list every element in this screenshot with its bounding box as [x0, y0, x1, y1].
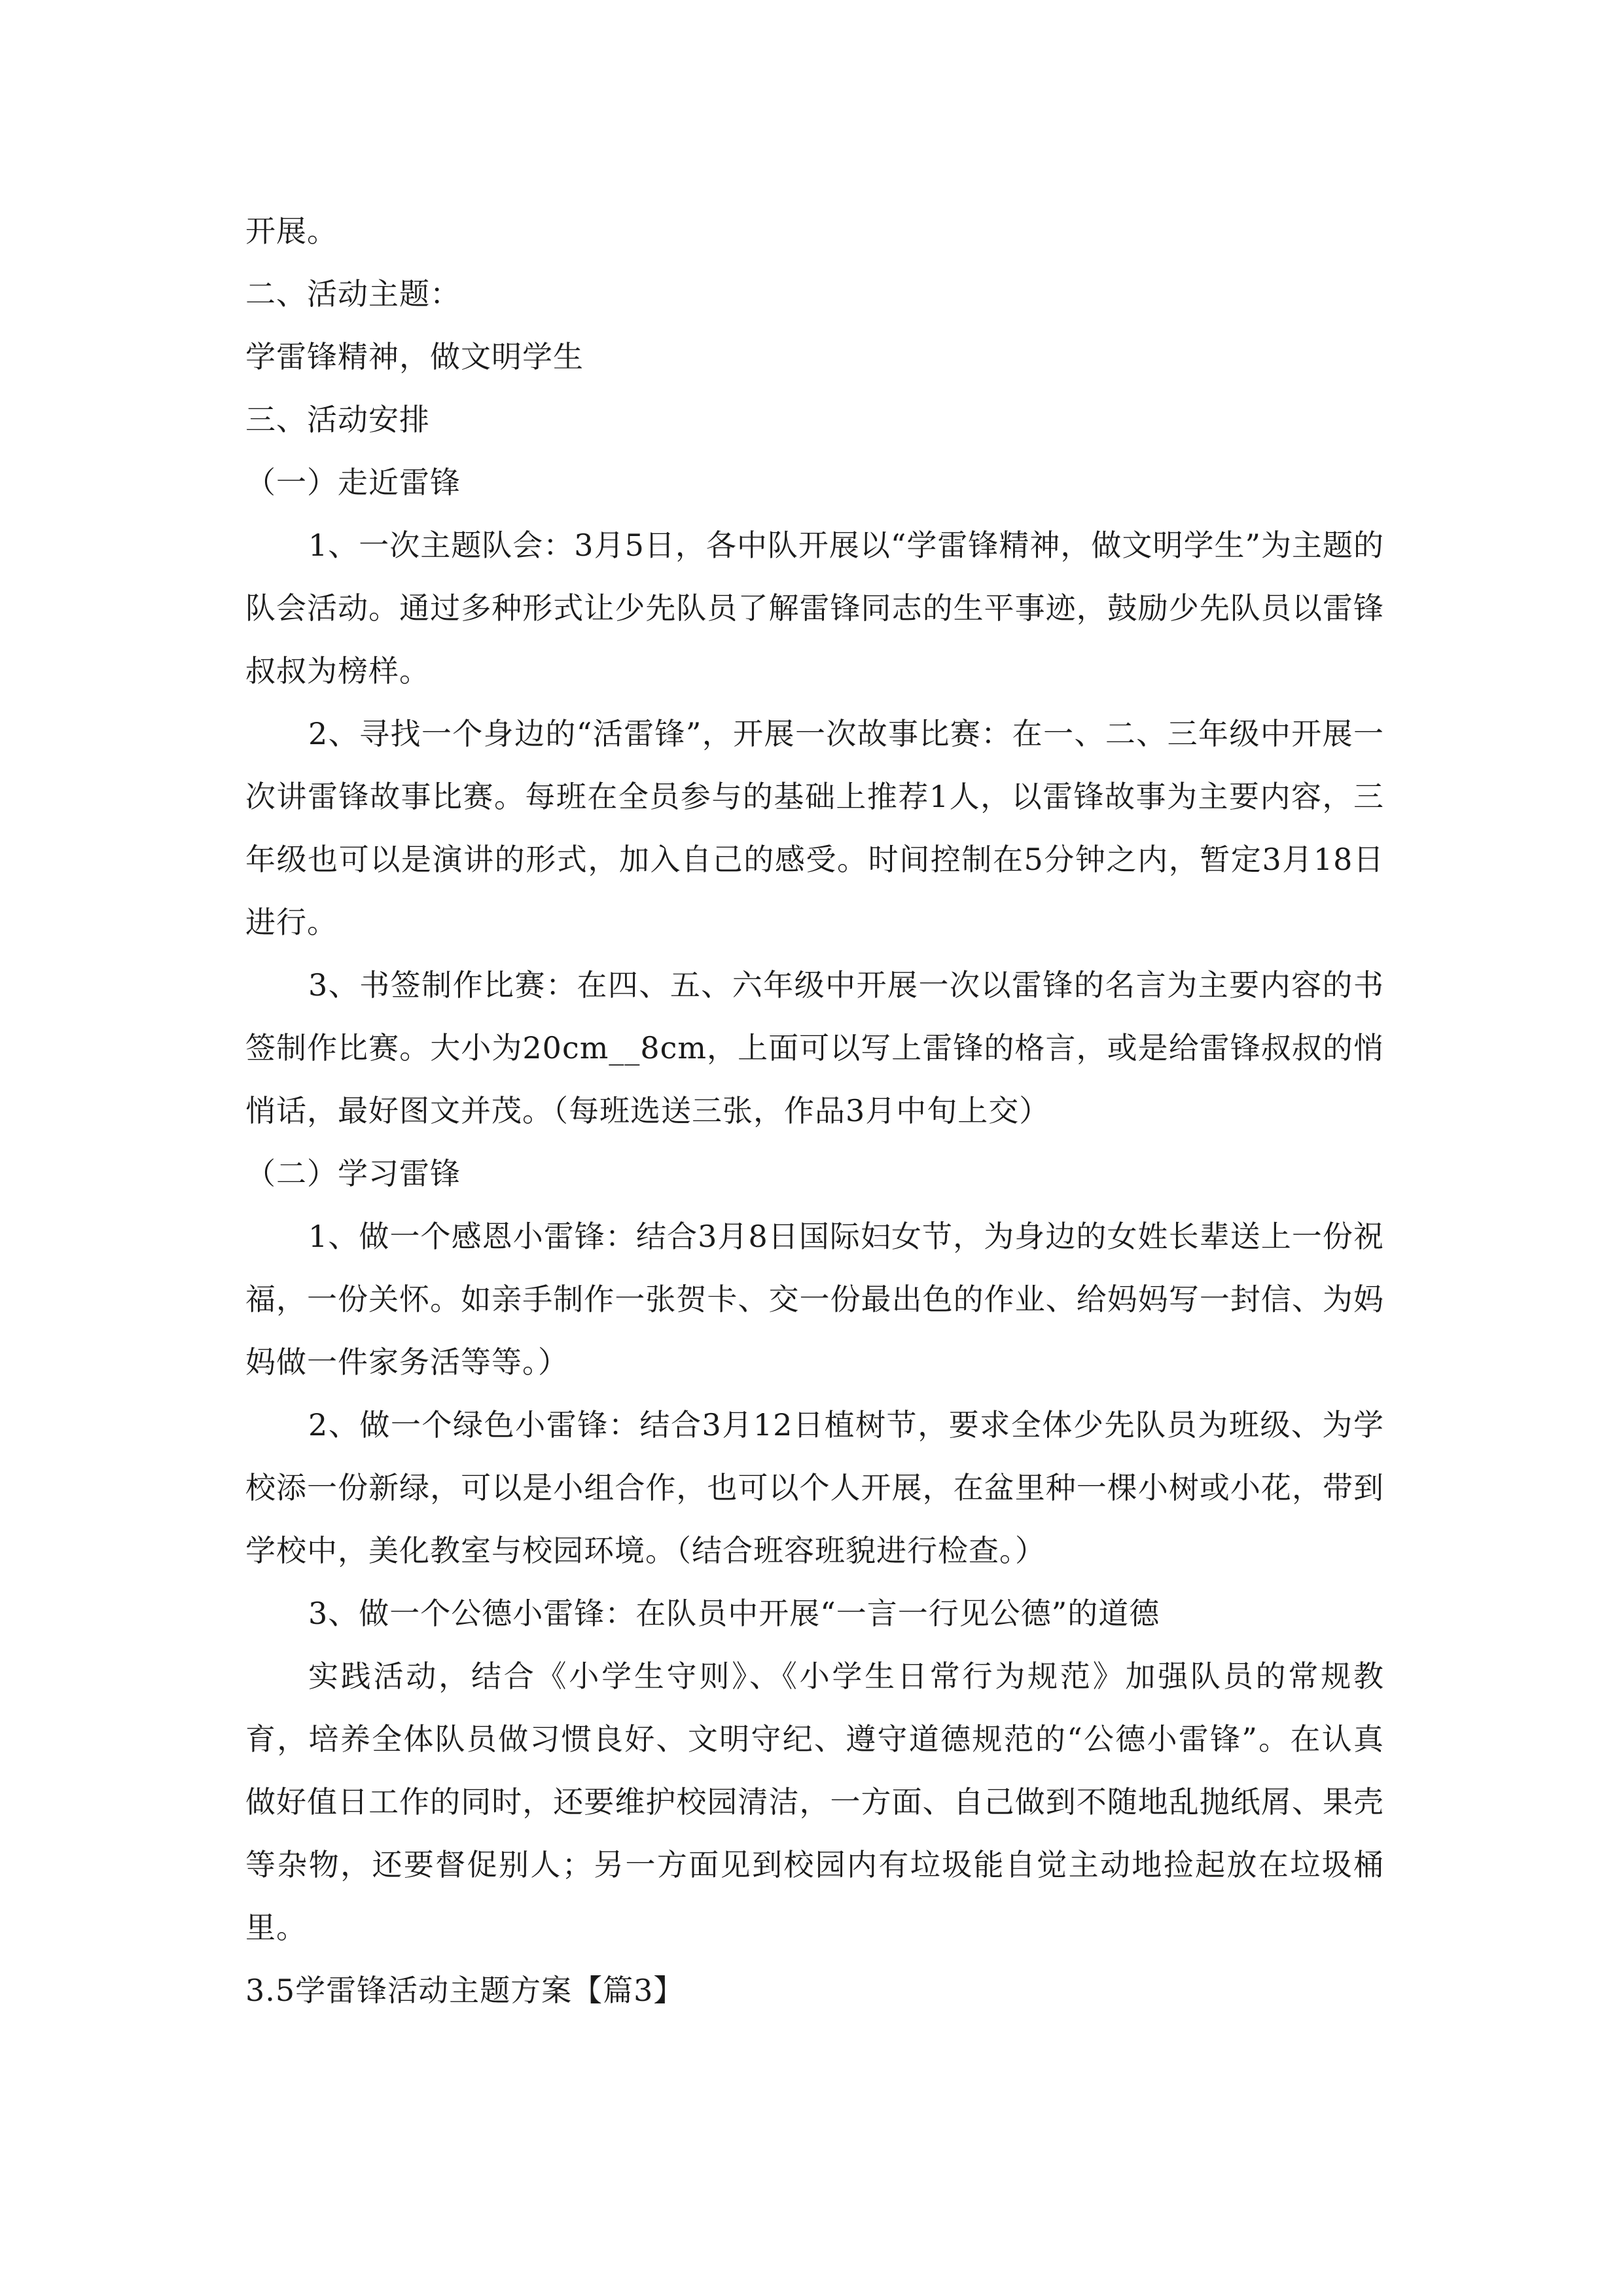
theme-text: 学雷锋精神，做文明学生 [245, 339, 584, 374]
next-section-title: 3.5学雷锋活动主题方案【篇3】 [245, 1973, 685, 2008]
paragraph-morality-detail: 实践活动，结合《小学生守则》、《小学生日常行为规范》加强队员的常规教育，培养全体队员做习惯良好、文明守纪、遵守道德规范的“公德小雷锋”。在认真做好值日工作的同时，还要维护校园清洁，一方面、自己做到不随地乱抛纸屑、果壳等杂物，还要督促别人；另一方面见到校园内有垃圾能自觉主动地捡起放在垃圾桶里。 [245, 1659, 1384, 1945]
paragraph-story-contest: 2、寻找一个身边的“活雷锋”，开展一次故事比赛：在一、二、三年级中开展一次讲雷锋故事比赛。每班在全员参与的基础上推荐1人，以雷锋故事为主要内容，三年级也可以是演讲的形式，加入自己的感受。时间控制在5分钟之内，暂定3月18日进行。 [245, 716, 1384, 940]
paragraph-team-meeting: 1、一次主题队会：3月5日，各中队开展以“学雷锋精神，做文明学生”为主题的队会活动。通过多种形式让少先队员了解雷锋同志的生平事迹，鼓励少先队员以雷锋叔叔为榜样。 [245, 528, 1384, 689]
section-heading-theme: 二、活动主题： [245, 276, 461, 312]
paragraph-bookmark-contest: 3、书签制作比赛：在四、五、六年级中开展一次以雷锋的名言为主要内容的书签制作比赛。大小为20cm__8cm，上面可以写上雷锋的格言，或是给雷锋叔叔的悄悄话，最好图文并茂。（每班选送三张，作品3月中旬上交） [245, 967, 1384, 1128]
document-body [245, 200, 1384, 2022]
paragraph-morality-intro: 3、做一个公德小雷锋：在队员中开展“一言一行见公德”的道德 [308, 1596, 1160, 1631]
subsection-heading-learn: （二）学习雷锋 [245, 1156, 461, 1191]
paragraph-green: 2、做一个绿色小雷锋：结合3月12日植树节，要求全体少先队员为班级、为学校添一份新绿，可以是小组合作，也可以个人开展，在盆里种一棵小树或小花，带到学校中，美化教室与校园环境。（结合班容班貌进行检查。） [245, 1407, 1384, 1568]
section-heading-arrangement: 三、活动安排 [245, 402, 430, 437]
subsection-heading-approach: （一）走近雷锋 [245, 465, 461, 500]
paragraph-gratitude: 1、做一个感恩小雷锋：结合3月8日国际妇女节，为身边的女姓长辈送上一份祝福，一份关怀。如亲手制作一张贺卡、交一份最出色的作业、给妈妈写一封信、为妈妈做一件家务活等等。） [245, 1219, 1384, 1380]
paragraph-continuation: 开展。 [245, 213, 338, 249]
